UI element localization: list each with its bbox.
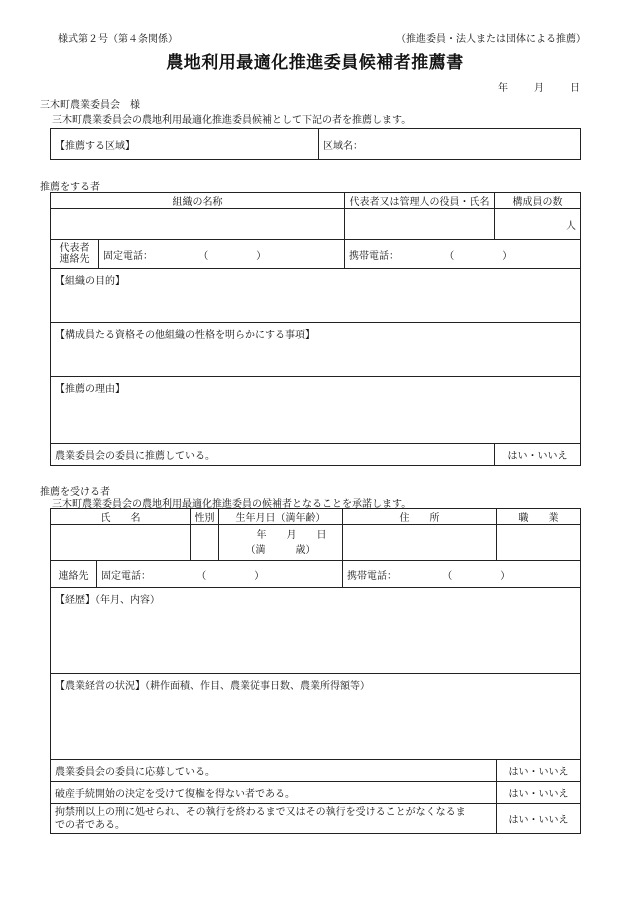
addressee: 三木町農業委員会 様 <box>40 100 140 111</box>
recommended-to-committee-question: 農業委員会の委員に推薦している。 <box>51 444 495 466</box>
date-day: 日 <box>570 83 580 94</box>
org-name-field[interactable] <box>51 209 345 240</box>
col-members: 構成員の数 <box>495 193 581 209</box>
col-representative: 代表者又は管理人の役員・氏名 <box>345 193 495 209</box>
member-qualification-field[interactable] <box>51 323 581 377</box>
gender-field[interactable] <box>191 525 219 561</box>
q3-line1: 拘禁刑以上の刑に処せられ、その執行を終わるまで又はその執行を受けることがなくなるま <box>55 806 466 818</box>
district-label: 【推薦する区域】 <box>51 129 319 160</box>
q1-yes-no[interactable]: はい・いいえ <box>497 760 581 782</box>
rep-contact-label-2: 連絡先 <box>59 254 90 265</box>
recommendee-table <box>50 508 581 834</box>
q3-line2: での者である。 <box>55 819 125 831</box>
col-name: 氏 名 <box>51 509 191 525</box>
name-field[interactable] <box>51 525 191 561</box>
landline-label: 固定電話： <box>103 250 153 262</box>
rep-mobile-field[interactable] <box>345 240 581 269</box>
recommender-section-label: 推薦をする者 <box>40 182 100 193</box>
intro-text: 三木町農業委員会の農地利用最適化推進委員候補として下記の者を推薦します。 <box>52 115 412 126</box>
career-field[interactable] <box>51 588 581 674</box>
col-birthdate: 生年月日（満年齢） <box>219 509 343 525</box>
rep-landline-field[interactable] <box>99 240 345 269</box>
rep-contact-label <box>51 240 99 269</box>
contact-label: 連絡先 <box>51 561 97 588</box>
address-field[interactable] <box>343 525 497 561</box>
birthdate-field[interactable] <box>219 525 343 561</box>
paren-open: （ <box>198 250 209 262</box>
paren-open: （ <box>442 570 453 582</box>
page-title: 農地利用最適化推進委員候補者推薦書 <box>166 53 464 73</box>
paren-close: ） <box>500 570 511 582</box>
district-name-field[interactable]: 区域名： <box>319 129 581 160</box>
landline-label: 固定電話： <box>101 570 151 582</box>
member-qualification-label: 【構成員たる資格その他組織の性格を明らかにする事項】 <box>55 330 315 341</box>
col-address: 住 所 <box>343 509 497 525</box>
members-unit: 人 <box>566 220 577 232</box>
q2-text: 破産手続開始の決定を受けて復権を得ない者である。 <box>51 782 497 804</box>
farming-field[interactable] <box>51 674 581 760</box>
recommended-yes-no[interactable]: はい・いいえ <box>495 444 581 466</box>
purpose-field[interactable] <box>51 269 581 323</box>
reason-field[interactable] <box>51 377 581 444</box>
paren-open: （ <box>444 250 455 262</box>
consent-text: 三木町農業委員会の農地利用最適化推進委員の候補者となることを承諾します。 <box>52 499 412 510</box>
occupation-field[interactable] <box>497 525 581 561</box>
purpose-label: 【組織の目的】 <box>55 276 125 287</box>
birth-age: （満 歳） <box>245 544 316 556</box>
birth-ymd: 年 月 日 <box>256 529 327 541</box>
mobile-label: 携帯電話： <box>347 570 397 582</box>
col-org-name: 組織の名称 <box>51 193 345 209</box>
reason-label: 【推薦の理由】 <box>55 384 125 395</box>
mobile-field[interactable] <box>343 561 581 588</box>
mobile-label: 携帯電話： <box>349 250 400 262</box>
recommender-table <box>50 192 581 466</box>
representative-field[interactable] <box>345 209 495 240</box>
members-field[interactable] <box>495 209 581 240</box>
q2-yes-no[interactable]: はい・いいえ <box>497 782 581 804</box>
paren-close: ） <box>256 250 267 262</box>
career-label: 【経歴】（年月、内容） <box>55 595 160 606</box>
paren-close: ） <box>502 250 513 262</box>
date-year: 年 <box>498 83 508 94</box>
form-note: （推進委員・法人または団体による推薦） <box>396 34 586 45</box>
paren-close: ） <box>254 570 265 582</box>
rep-contact-label-1: 代表者 <box>59 243 90 254</box>
recommendee-section-label: 推薦を受ける者 <box>40 487 110 498</box>
q3-text <box>51 804 497 834</box>
col-occupation: 職 業 <box>497 509 581 525</box>
district-table <box>50 128 581 160</box>
form-number: 様式第２号（第４条関係） <box>58 34 178 45</box>
farming-label: 【農業経営の状況】（耕作面積、作目、農業従事日数、農業所得額等） <box>55 681 370 692</box>
landline-field[interactable] <box>97 561 343 588</box>
date-month: 月 <box>534 83 544 94</box>
q3-yes-no[interactable]: はい・いいえ <box>497 804 581 834</box>
paren-open: （ <box>196 570 207 582</box>
q1-text: 農業委員会の委員に応募している。 <box>51 760 497 782</box>
col-gender: 性別 <box>191 509 219 525</box>
